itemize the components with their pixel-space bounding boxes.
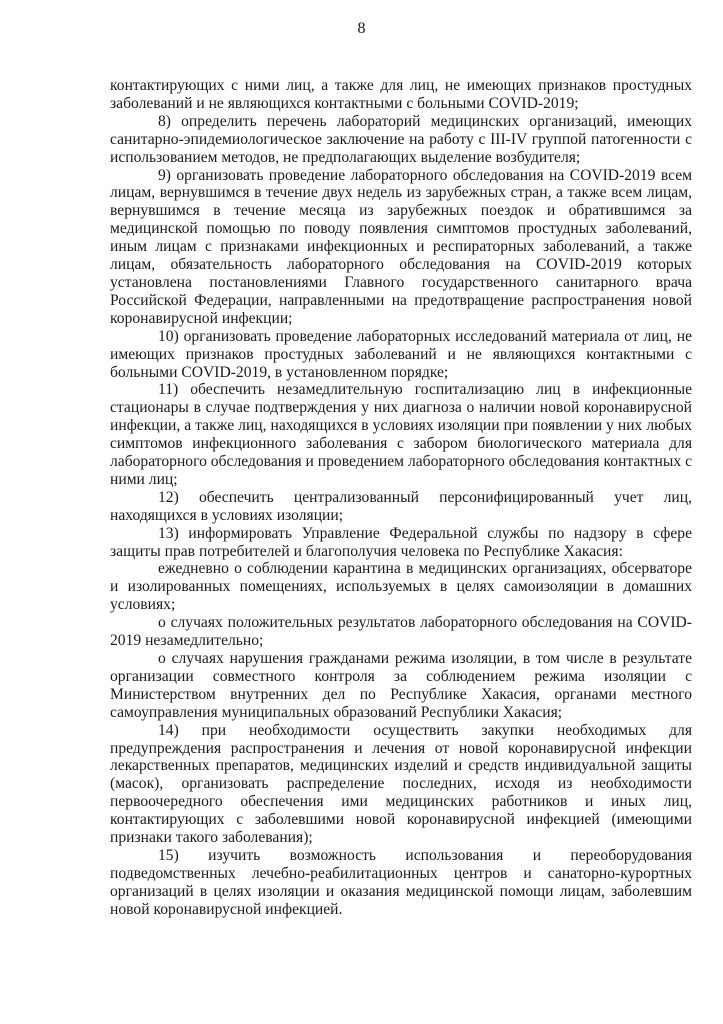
paragraph-item-11: 11) обеспечить незамедлительную госпитализацию лиц в инфекционные стационары в случае подтверждения у них диагноза о наличии новой коронавирусной инфекции, а также лиц, находящихся в условиях изоляции при появлении у них любых симптомов инфекционного заболевания с забором биологического материала для лабораторного обследования и проведением лабораторного обследования контактных с ними лиц; bbox=[110, 381, 692, 488]
document-body bbox=[110, 77, 692, 919]
paragraph-item-13: 13) информировать Управление Федеральной службы по надзору в сфере защиты прав потребителей и благополучия человека по Республике Хакасия: bbox=[110, 524, 692, 560]
paragraph-item-10: 10) организовать проведение лабораторных исследований материала от лиц, не имеющих признаков простудных заболеваний и не являющихся контактными с больными COVID-2019, в установленном порядке; bbox=[110, 327, 692, 381]
page-number: 8 bbox=[357, 20, 366, 37]
paragraph-continuation: контактирующих с ними лиц, а также для лиц, не имеющих признаков простудных заболеваний и не являющихся контактными с больными COVID-2019; bbox=[110, 77, 692, 112]
paragraph-item-15: 15) изучить возможность использования и переоборудования подведомственных лечебно-реабилитационных центров и санаторно-курортных организаций в целях изоляции и оказания медицинской помощи лицам, заболевшим новой коронавирусной инфекцией. bbox=[110, 846, 692, 918]
paragraph-item-12: 12) обеспечить централизованный персонифицированный учет лиц, находящихся в условиях изоляции; bbox=[110, 488, 692, 524]
paragraph-subitem-violations: о случаях нарушения гражданами режима изоляции, в том числе в результате организации совместного контроля за соблюдением режима изоляции с Министерством внутренних дел по Республике Хакасия, органами местного самоуправления муниципальных образований Республики Хакасия; bbox=[110, 650, 692, 721]
paragraph-item-8: 8) определить перечень лабораторий медицинских организаций, имеющих санитарно-эпидемиологическое заключение на работу с III-IV группой патогенности с использованием методов, не предполагающих выделение возбудителя; bbox=[110, 112, 692, 166]
paragraph-item-14: 14) при необходимости осуществить закупки необходимых для предупреждения распространения и лечения от новой коронавирусной инфекции лекарственных препаратов, медицинских изделий и средств индивидуальной защиты (масок), организовать распределение последних, исходя из необходимости первоочередного обеспечения ими медицинских работников и иных лиц, контактирующих с заболевшими новой коронавирусной инфекцией (имеющими признаки такого заболевания); bbox=[110, 721, 692, 847]
paragraph-item-9: 9) организовать проведение лабораторного обследования на COVID-2019 всем лицам, вернувшимся в течение двух недель из зарубежных стран, а также всем лицам, вернувшимся в течение месяца из зарубежных поездок и обратившимся за медицинской помощью по поводу появления симптомов простудных заболеваний, иным лицам с признаками инфекционных и респираторных заболеваний, а также лицам, обязательность лабораторного обследования на COVID-2019 которых установлена постановлениями Главного государственного санитарного врача Российской Федерации, направленными на предотвращение распространения новой коронавирусной инфекции; bbox=[110, 166, 692, 327]
paragraph-subitem-quarantine: ежедневно о соблюдении карантина в медицинских организациях, обсерваторе и изолированных помещениях, используемых в целях самоизоляции в домашних условиях; bbox=[110, 560, 692, 614]
paragraph-subitem-positive-results: о случаях положительных результатов лабораторного обследования на COVID-2019 незамедлительно; bbox=[110, 614, 692, 650]
